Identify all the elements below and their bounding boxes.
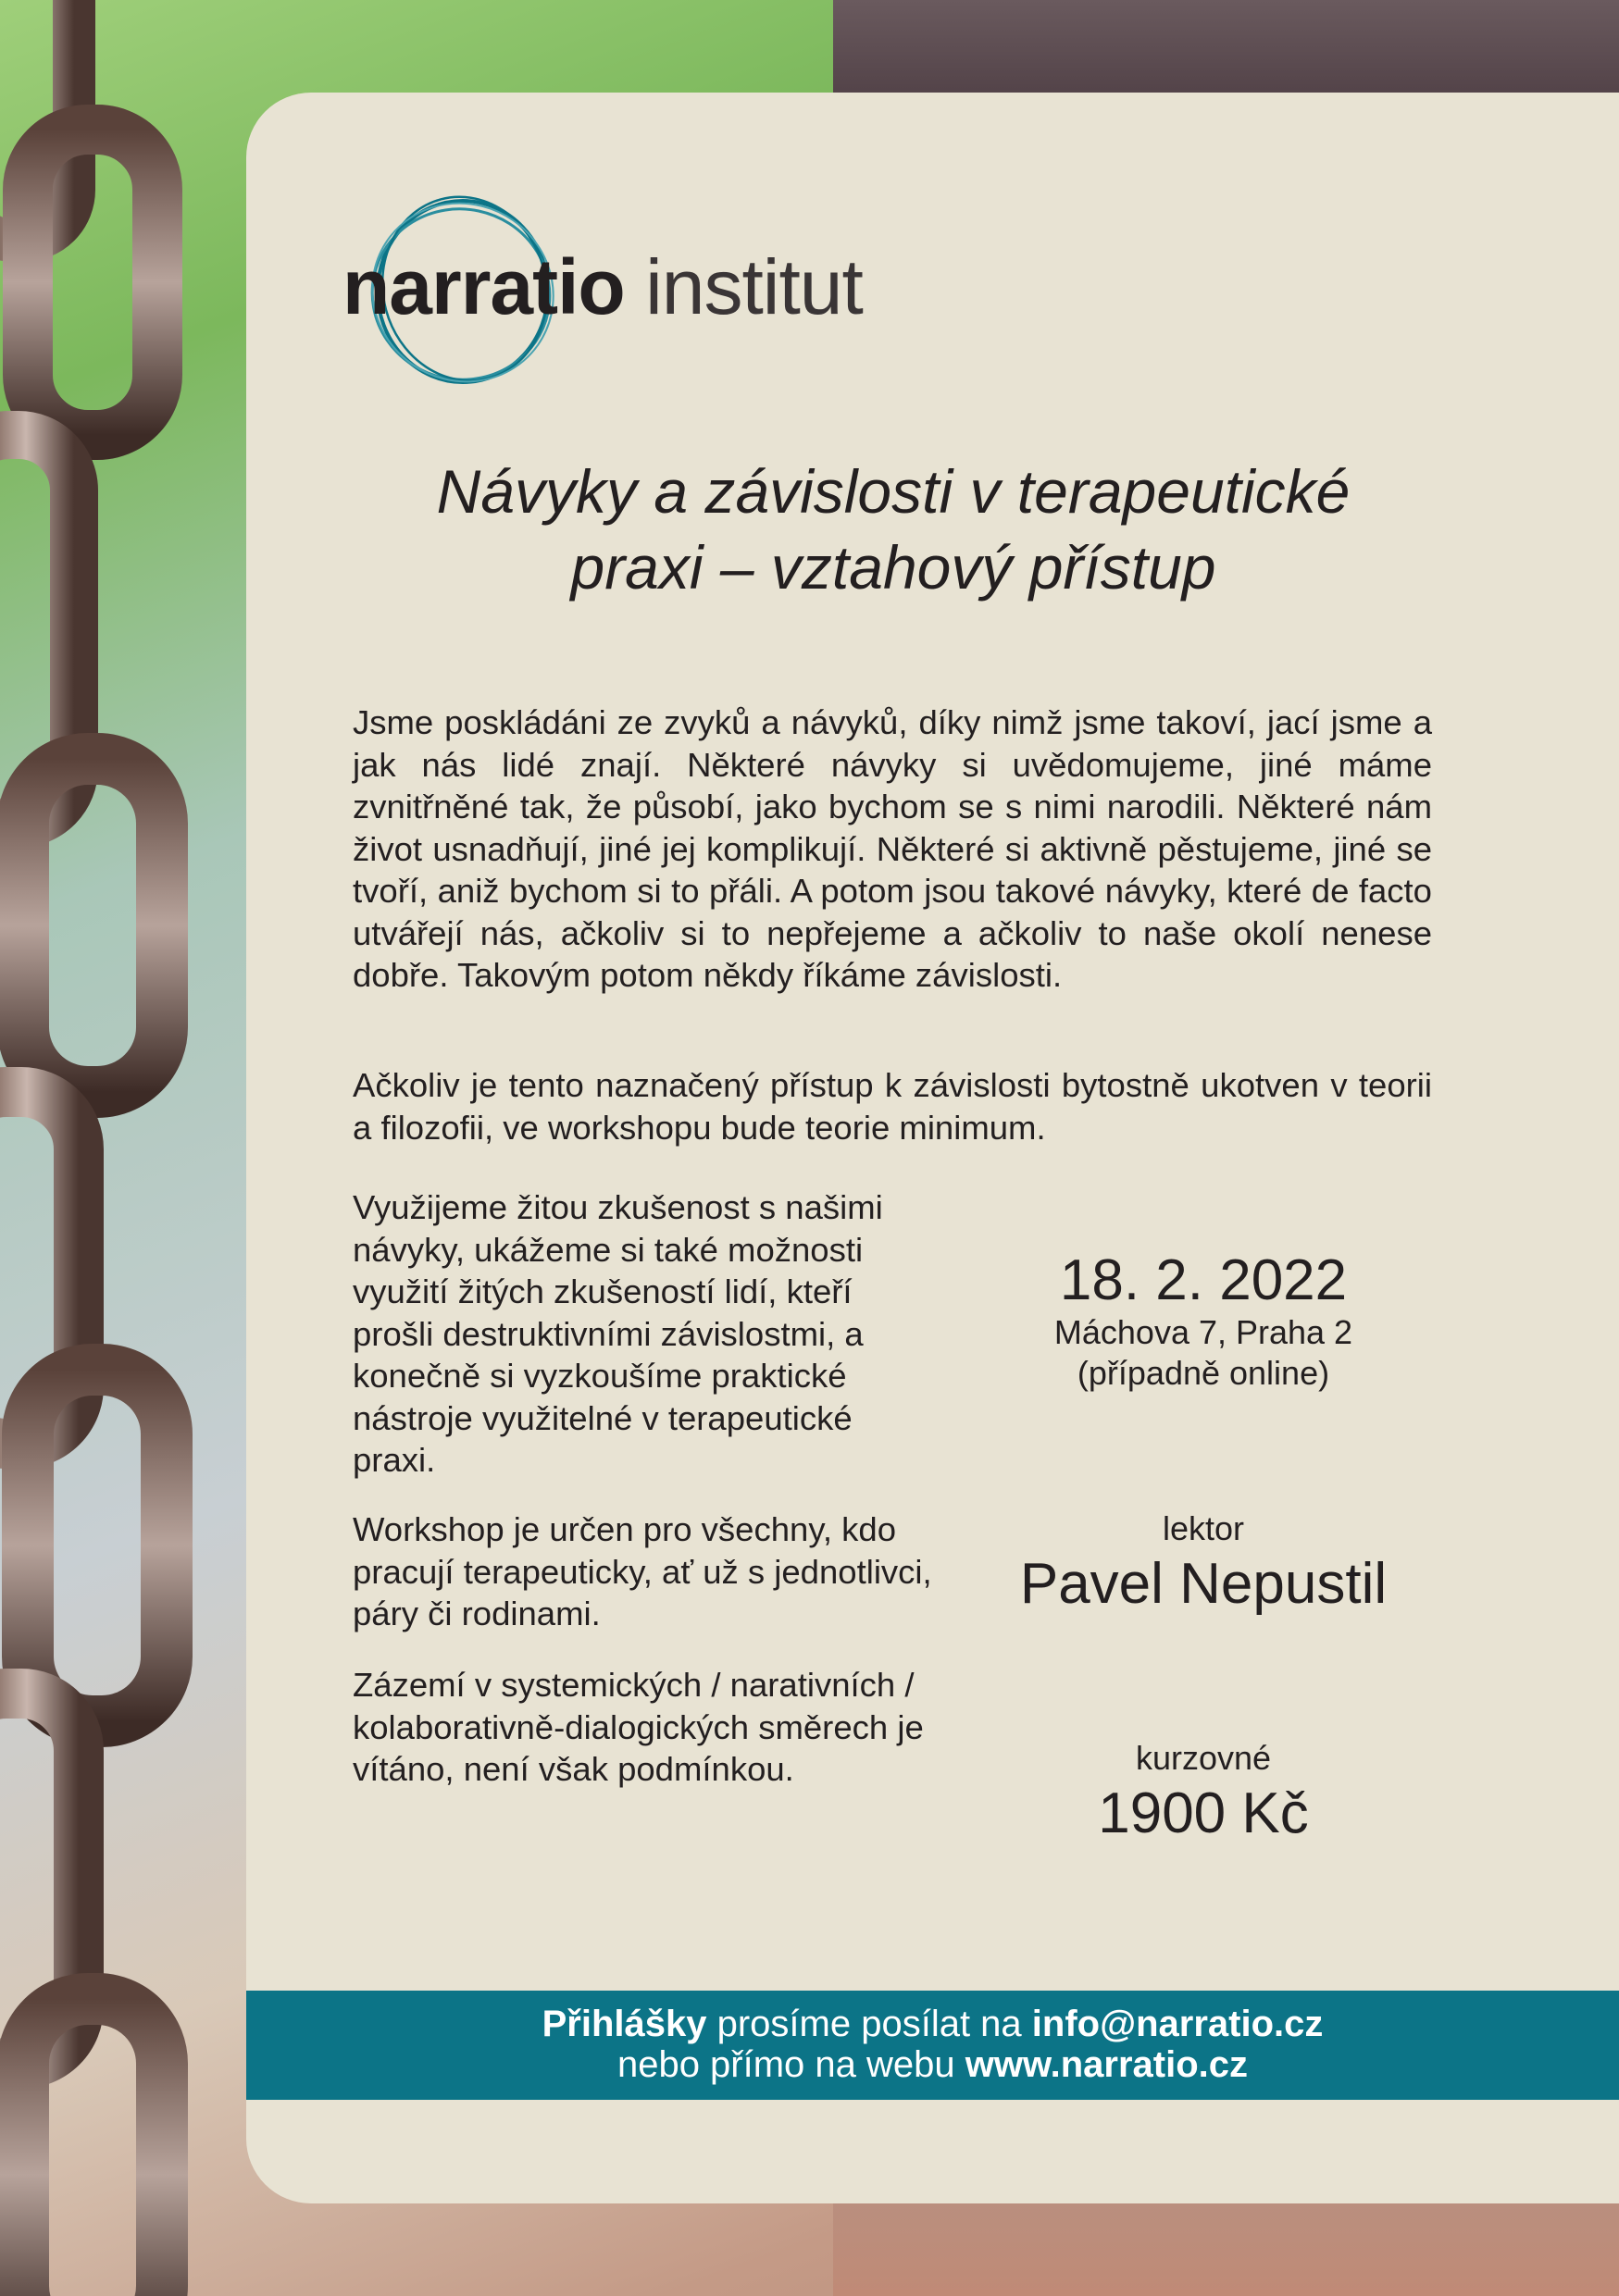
venue-address: Máchova 7, Praha 2 — [1053, 1313, 1353, 1351]
background-paragraph: Zázemí v systemických / narativních / kolaborativně-dialogických směrech je vítáno, není však podmínkou. — [353, 1666, 924, 1788]
footer-email-link[interactable]: info@narratio.cz — [1031, 2004, 1324, 2044]
logo-word-narratio: narratio — [342, 243, 625, 330]
venue-note: (případně online) — [1077, 1354, 1330, 1392]
event-date: 18. 2. 2022 — [1059, 1248, 1348, 1312]
footer-line-1 — [246, 2004, 1619, 2044]
footer-line-2 — [246, 2044, 1619, 2085]
footer-website-link[interactable]: www.narratio.cz — [965, 2044, 1249, 2085]
chain-photo-decoration — [0, 0, 241, 2296]
logo-word-institut: institut — [645, 243, 863, 330]
intro-paragraph-1: Jsme poskládáni ze zvyků a návyků, díky nimž jsme takoví, jací jsme a jak nás lidé znají. Některé návyky si uvědomujeme, jiné máme zvnitřněné tak, že působí, jako bychom se s nimi narodili. Některé nám život usnadňují, jiné jej komplikují. Některé si aktivně pěstujeme, jiné se tvoří, aniž bychom si to přáli. A potom jsou takové návyky, které de facto utvářejí nás, ačkoliv si to nepřejeme a ačkoliv to naše okolí nenese dobře. Takovým potom někdy říkáme závislosti. — [353, 703, 1432, 994]
footer-registration-label: Přihlášky — [542, 2004, 707, 2044]
chain-link — [28, 1370, 167, 1721]
footer-text-1: prosíme posílat na — [706, 2004, 1032, 2044]
audience-paragraph: Workshop je určen pro všechny, kdo pracují terapeuticky, ať už s jednotlivci, páry či rodinami. — [353, 1510, 932, 1632]
fee-label: kurzovné — [1135, 1739, 1272, 1777]
workshop-description: Využijeme žitou zkušenost s našimi návyky, ukážeme si také možnosti využití žitých zkušeností lidí, kteří prošli destruktivními závislostmi, a konečně si vyzkoušíme praktické nástroje využitelné v terapeutické praxi. — [353, 1188, 883, 1479]
lecturer-label: lektor — [1162, 1509, 1245, 1547]
narratio-logo — [342, 185, 990, 398]
title-line-1: Návyky a závislosti v terapeutické — [436, 457, 1351, 526]
intro-paragraph-2: Ačkoliv je tento naznačený přístup k závislosti bytostně ukotven v teorii a filozofii, ve workshopu bude teorie minimum. — [353, 1066, 1432, 1147]
fee-value: 1900 Kč — [1098, 1781, 1309, 1845]
title-line-2: praxi – vztahový přístup — [570, 533, 1216, 602]
lecturer-name: Pavel Nepustil — [1019, 1552, 1388, 1616]
event-venue — [972, 1312, 1435, 1394]
logo-wordmark — [342, 241, 863, 333]
chain-link — [23, 759, 162, 1092]
page-title — [268, 453, 1518, 605]
footer-text-2: nebo přímo na webu — [616, 2044, 965, 2085]
registration-footer — [246, 1991, 1619, 2100]
